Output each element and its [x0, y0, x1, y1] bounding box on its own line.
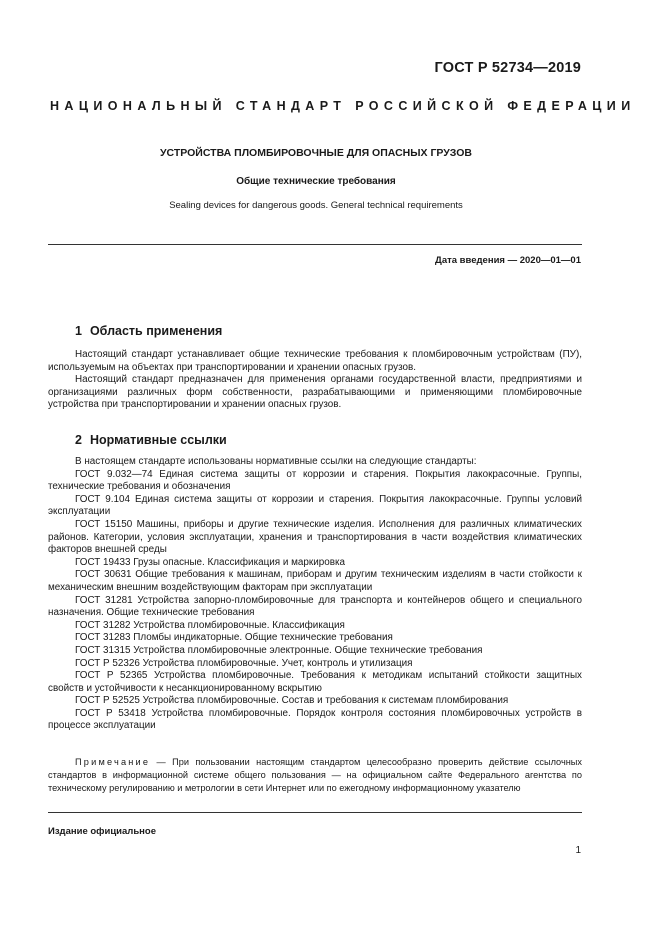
note-block: [48, 756, 582, 794]
normative-reference: ГОСТ Р 53418 Устройства пломбировочные. Порядок контроля состояния пломбировочных устройств в процессе эксплуатации: [48, 707, 582, 732]
normative-reference: ГОСТ 15150 Машины, приборы и другие технические изделия. Исполнения для различных климатических районов. Категории, условия эксплуатации, хранения и транспортирования в части воздействия климатических факторов внешней среды: [48, 518, 582, 556]
section-title: Нормативные ссылки: [89, 433, 227, 447]
national-standard-banner: НАЦИОНАЛЬНЫЙ СТАНДАРТ РОССИЙСКОЙ ФЕДЕРАЦИИ: [50, 99, 636, 113]
header-divider: [48, 244, 582, 245]
normative-reference: ГОСТ 9.104 Единая система защиты от коррозии и старения. Покрытия лакокрасочные. Группы условий эксплуатации: [48, 493, 582, 518]
section-1-heading: [75, 324, 222, 338]
note-label: Примечание: [75, 757, 151, 767]
footer-divider: [48, 812, 582, 813]
paragraph: Настоящий стандарт устанавливает общие технические требования к пломбировочным устройствам (ПУ), используемым на объектах при транспортировании и хранении опасных грузов.: [48, 349, 582, 373]
normative-reference: ГОСТ 30631 Общие требования к машинам, приборам и другим техническим изделиям в части стойкости к механическим внешним воздействующим факторам при эксплуатации: [48, 569, 582, 593]
normative-reference: ГОСТ 31282 Устройства пломбировочные. Классификация: [75, 619, 345, 631]
note-paragraph: [48, 756, 582, 794]
official-edition-label: Издание официальное: [48, 826, 156, 837]
normative-reference: ГОСТ Р 52326 Устройства пломбировочные. Учет, контроль и утилизация: [75, 657, 413, 669]
section-2-body: [48, 456, 582, 733]
normative-reference: ГОСТ 19433 Грузы опасные. Классификация и маркировка: [75, 556, 345, 568]
document-id: ГОСТ Р 52734—2019: [434, 60, 581, 76]
section-2-heading: [75, 433, 227, 447]
note-text: — При пользовании настоящим стандартом целесообразно проверить действие ссылочных стандартов в информационной системе общего пользования — на официальном сайте Федерального агентства по техническому регулированию и метрологии в сети Интернет или по ежегодному информационному указателю: [48, 757, 582, 793]
normative-reference: ГОСТ Р 52365 Устройства пломбировочные. Требования к методикам испытаний стойкости защитных свойств и устойчивости к несанкционированному вскрытию: [48, 670, 582, 694]
normative-reference: ГОСТ 31315 Устройства пломбировочные электронные. Общие технические требования: [75, 644, 483, 656]
document-subtitle: Общие технические требования: [236, 176, 396, 187]
section-number: 1: [75, 324, 82, 338]
section-number: 2: [75, 433, 82, 447]
section-1-body: [48, 349, 582, 412]
normative-reference: ГОСТ Р 52525 Устройства пломбировочные. Состав и требования к системам пломбирования: [75, 695, 509, 707]
normative-reference: ГОСТ 9.032—74 Единая система защиты от коррозии и старения. Покрытия лакокрасочные. Группы, технические требования и обозначения: [48, 468, 582, 493]
page-number: 1: [575, 845, 581, 856]
paragraph: Настоящий стандарт предназначен для применения органами государственной власти, предприятиями и организациями различных форм собственности, разрабатывающими и применяющими пломбировочные устройства при транспортировании и хранении опасных грузов.: [48, 374, 582, 411]
paragraph: В настоящем стандарте использованы нормативные ссылки на следующие стандарты:: [75, 456, 477, 467]
document-title-english: Sealing devices for dangerous goods. General technical requirements: [169, 200, 463, 211]
normative-reference: ГОСТ 31281 Устройства запорно-пломбировочные для транспорта и контейнеров общего и специального назначения. Общие технические требования: [48, 594, 582, 619]
normative-reference: ГОСТ 31283 Пломбы индикаторные. Общие технические требования: [75, 632, 393, 644]
introduction-date: Дата введения — 2020—01—01: [435, 255, 581, 266]
section-title: Область применения: [89, 324, 223, 338]
document-title: УСТРОЙСТВА ПЛОМБИРОВОЧНЫЕ ДЛЯ ОПАСНЫХ ГРУЗОВ: [160, 147, 472, 159]
